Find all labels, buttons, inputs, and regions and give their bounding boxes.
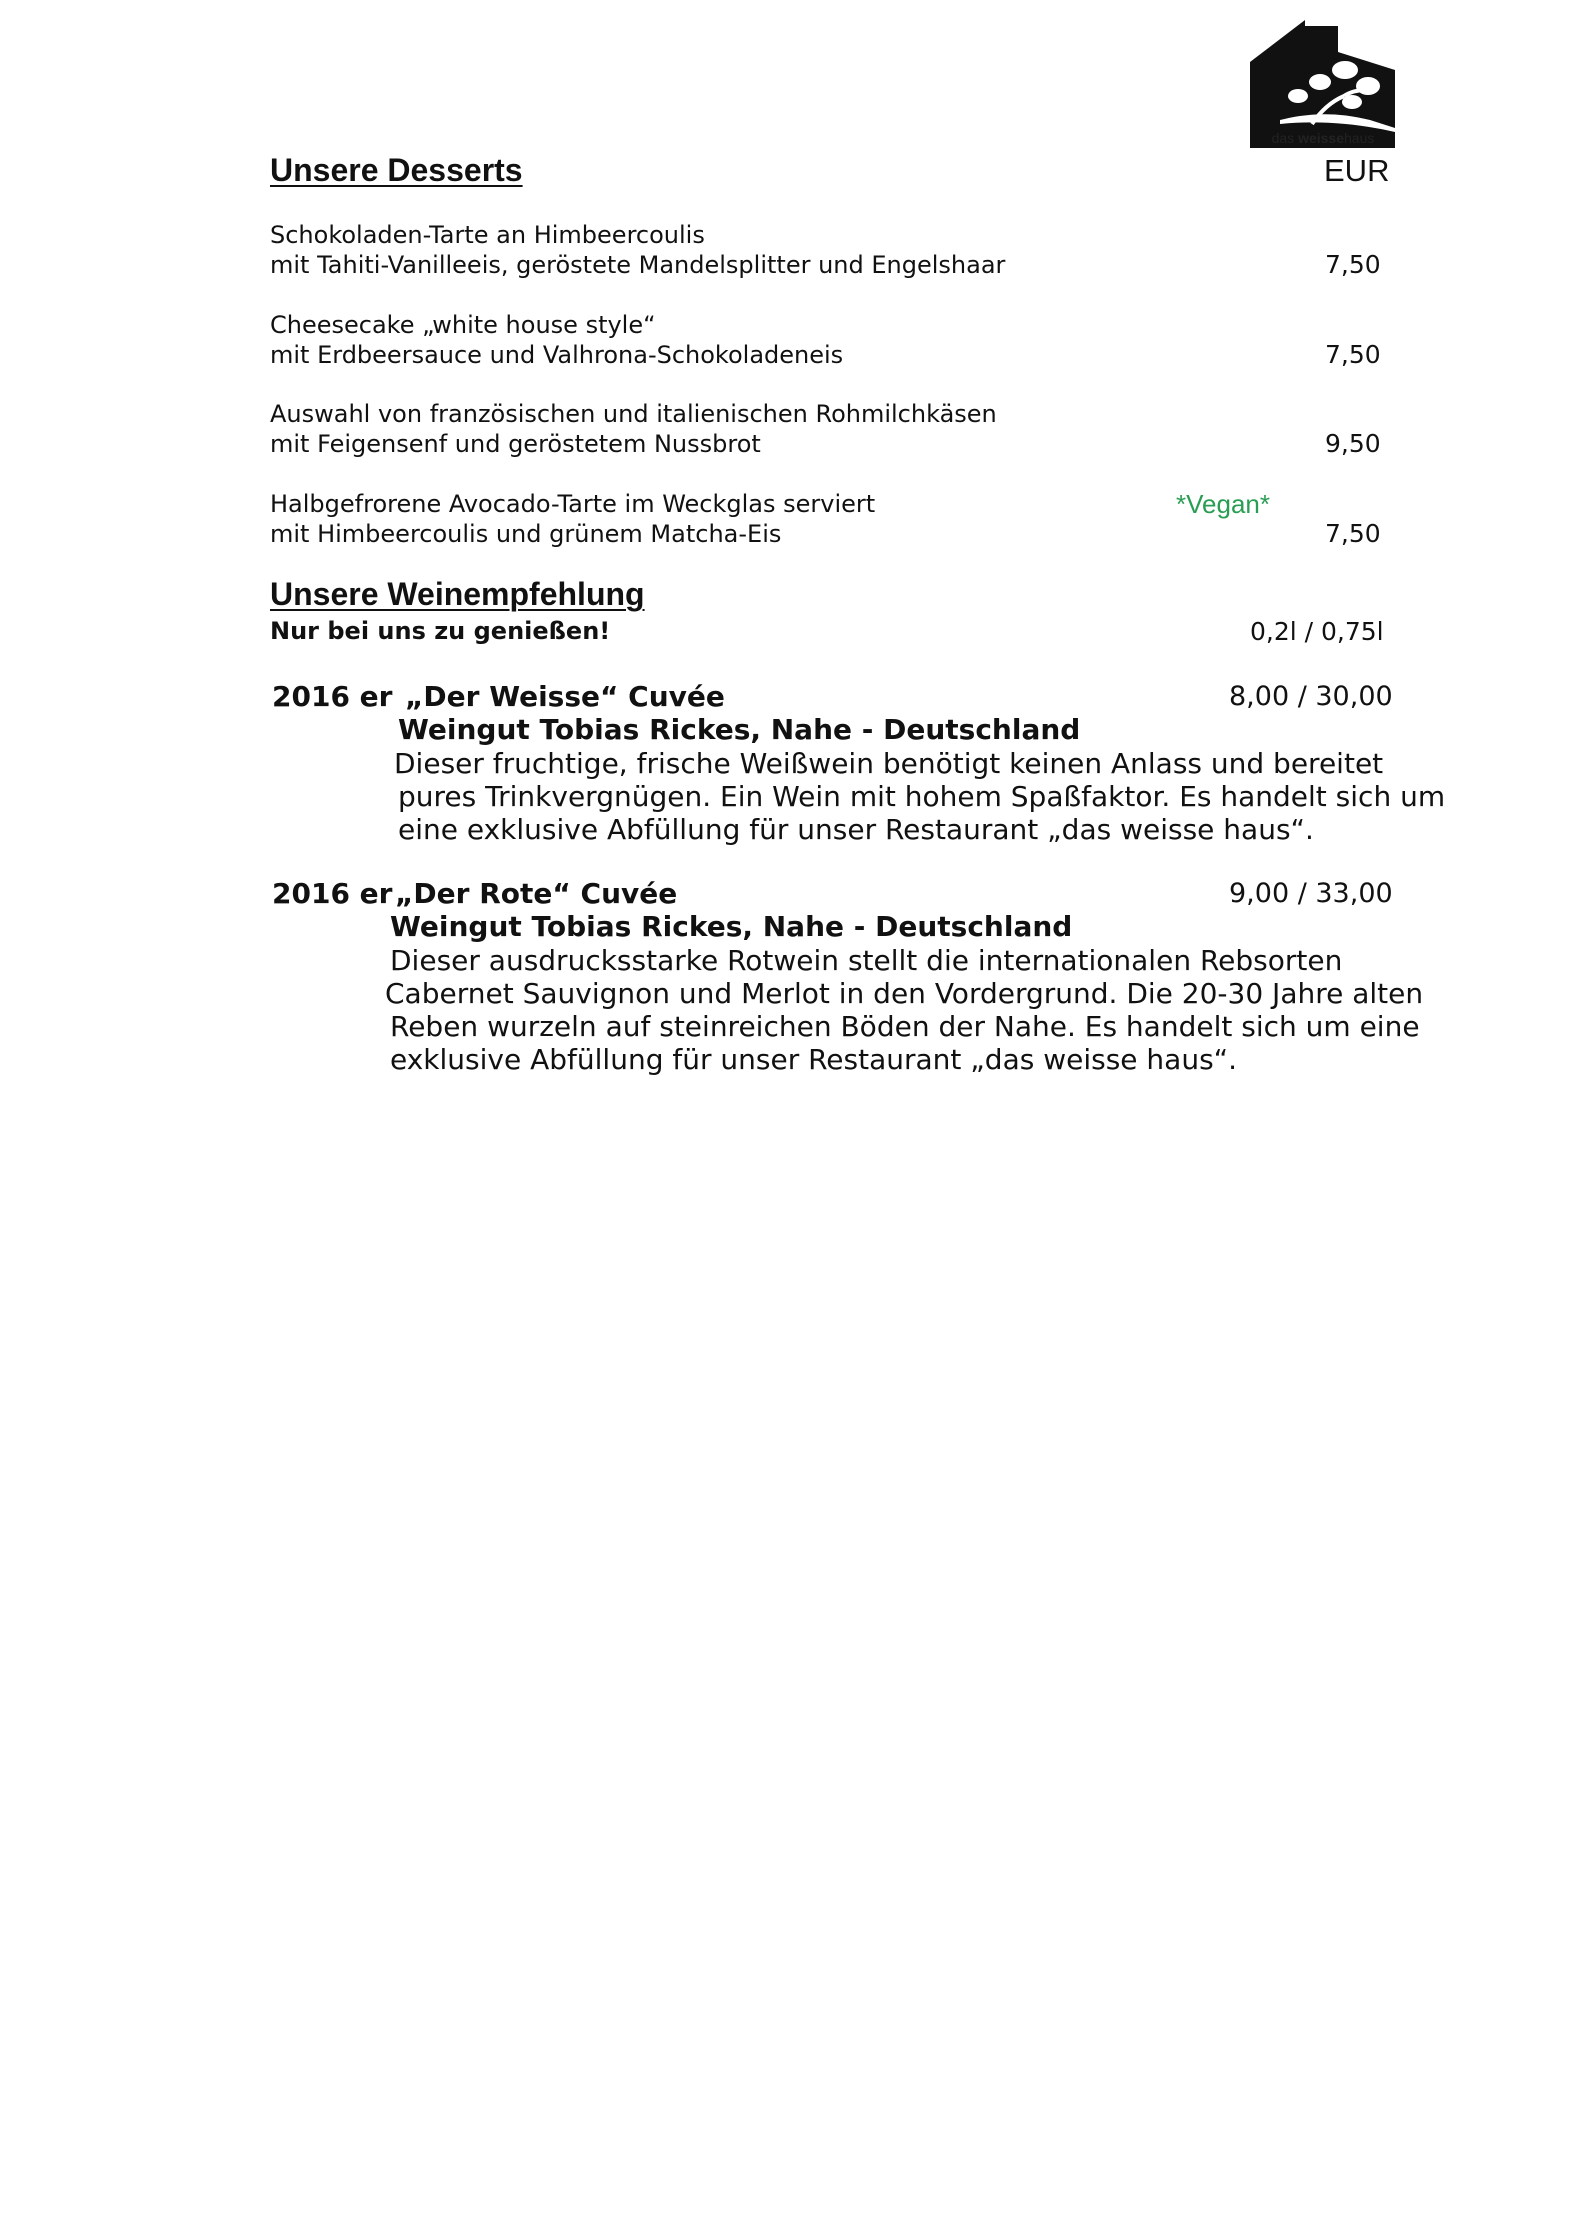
desserts-heading: Unsere Desserts bbox=[270, 152, 523, 188]
wine-2-name: „Der Rote“ Cuvée bbox=[395, 877, 678, 910]
currency-label: EUR bbox=[1324, 153, 1390, 188]
wine-2-desc-line: Dieser ausdrucksstarke Rotwein stellt die internationalen Rebsorten bbox=[390, 944, 1343, 977]
dessert-2-desc: mit Erdbeersauce und Valhrona-Schokoladeneis bbox=[270, 341, 844, 369]
dessert-4-price: 7,50 bbox=[1325, 519, 1381, 548]
dessert-3-desc: mit Feigensenf und geröstetem Nussbrot bbox=[270, 430, 761, 458]
wine-2-winery: Weingut Tobias Rickes, Nahe - Deutschland bbox=[390, 910, 1073, 943]
wine-1-name: „Der Weisse“ Cuvée bbox=[405, 680, 725, 713]
dessert-3-price: 9,50 bbox=[1325, 429, 1381, 458]
dessert-4-title: Halbgefrorene Avocado-Tarte im Weckglas serviert bbox=[270, 490, 876, 518]
dessert-2-title: Cheesecake „white house style“ bbox=[270, 311, 656, 339]
wine-1-price: 8,00 / 30,00 bbox=[1229, 681, 1393, 712]
house-tree-icon bbox=[1250, 20, 1395, 148]
wines-heading: Unsere Weinempfehlung bbox=[270, 576, 645, 612]
wine-2-year: 2016 er bbox=[272, 877, 393, 910]
dessert-1-desc: mit Tahiti-Vanilleeis, geröstete Mandelsplitter und Engelshaar bbox=[270, 251, 1006, 279]
dessert-3-title: Auswahl von französischen und italienischen Rohmilchkäsen bbox=[270, 400, 997, 428]
wine-2-price: 9,00 / 33,00 bbox=[1229, 878, 1393, 909]
wine-1-desc-line: Dieser fruchtige, frische Weißwein benötigt keinen Anlass und bereitet bbox=[394, 747, 1384, 780]
wine-2-desc-line: Reben wurzeln auf steinreichen Böden der Nahe. Es handelt sich um eine bbox=[390, 1010, 1420, 1043]
logo-wordmark: das weissehaus bbox=[1271, 130, 1375, 146]
dessert-2-price: 7,50 bbox=[1325, 340, 1381, 369]
wine-2-desc-line: Cabernet Sauvignon und Merlot in den Vordergrund. Die 20-30 Jahre alten bbox=[385, 977, 1424, 1010]
wine-1-desc-line: pures Trinkvergnügen. Ein Wein mit hohem Spaßfaktor. Es handelt sich um bbox=[398, 780, 1446, 813]
wine-1-year: 2016 er bbox=[272, 680, 393, 713]
dessert-1-price: 7,50 bbox=[1325, 250, 1381, 279]
dessert-4-desc: mit Himbeercoulis und grünem Matcha-Eis bbox=[270, 520, 782, 548]
wine-1-winery: Weingut Tobias Rickes, Nahe - Deutschland bbox=[398, 713, 1081, 746]
dessert-1-title: Schokoladen-Tarte an Himbeercoulis bbox=[270, 221, 705, 249]
wine-2-desc-line: exklusive Abfüllung für unser Restaurant „das weisse haus“. bbox=[390, 1043, 1238, 1076]
wines-subtitle: Nur bei uns zu genießen! bbox=[270, 617, 611, 645]
vegan-badge: *Vegan* bbox=[1176, 489, 1270, 519]
wine-sizes: 0,2l / 0,75l bbox=[1250, 617, 1384, 646]
wine-1-desc-line: eine exklusive Abfüllung für unser Restaurant „das weisse haus“. bbox=[398, 813, 1314, 846]
